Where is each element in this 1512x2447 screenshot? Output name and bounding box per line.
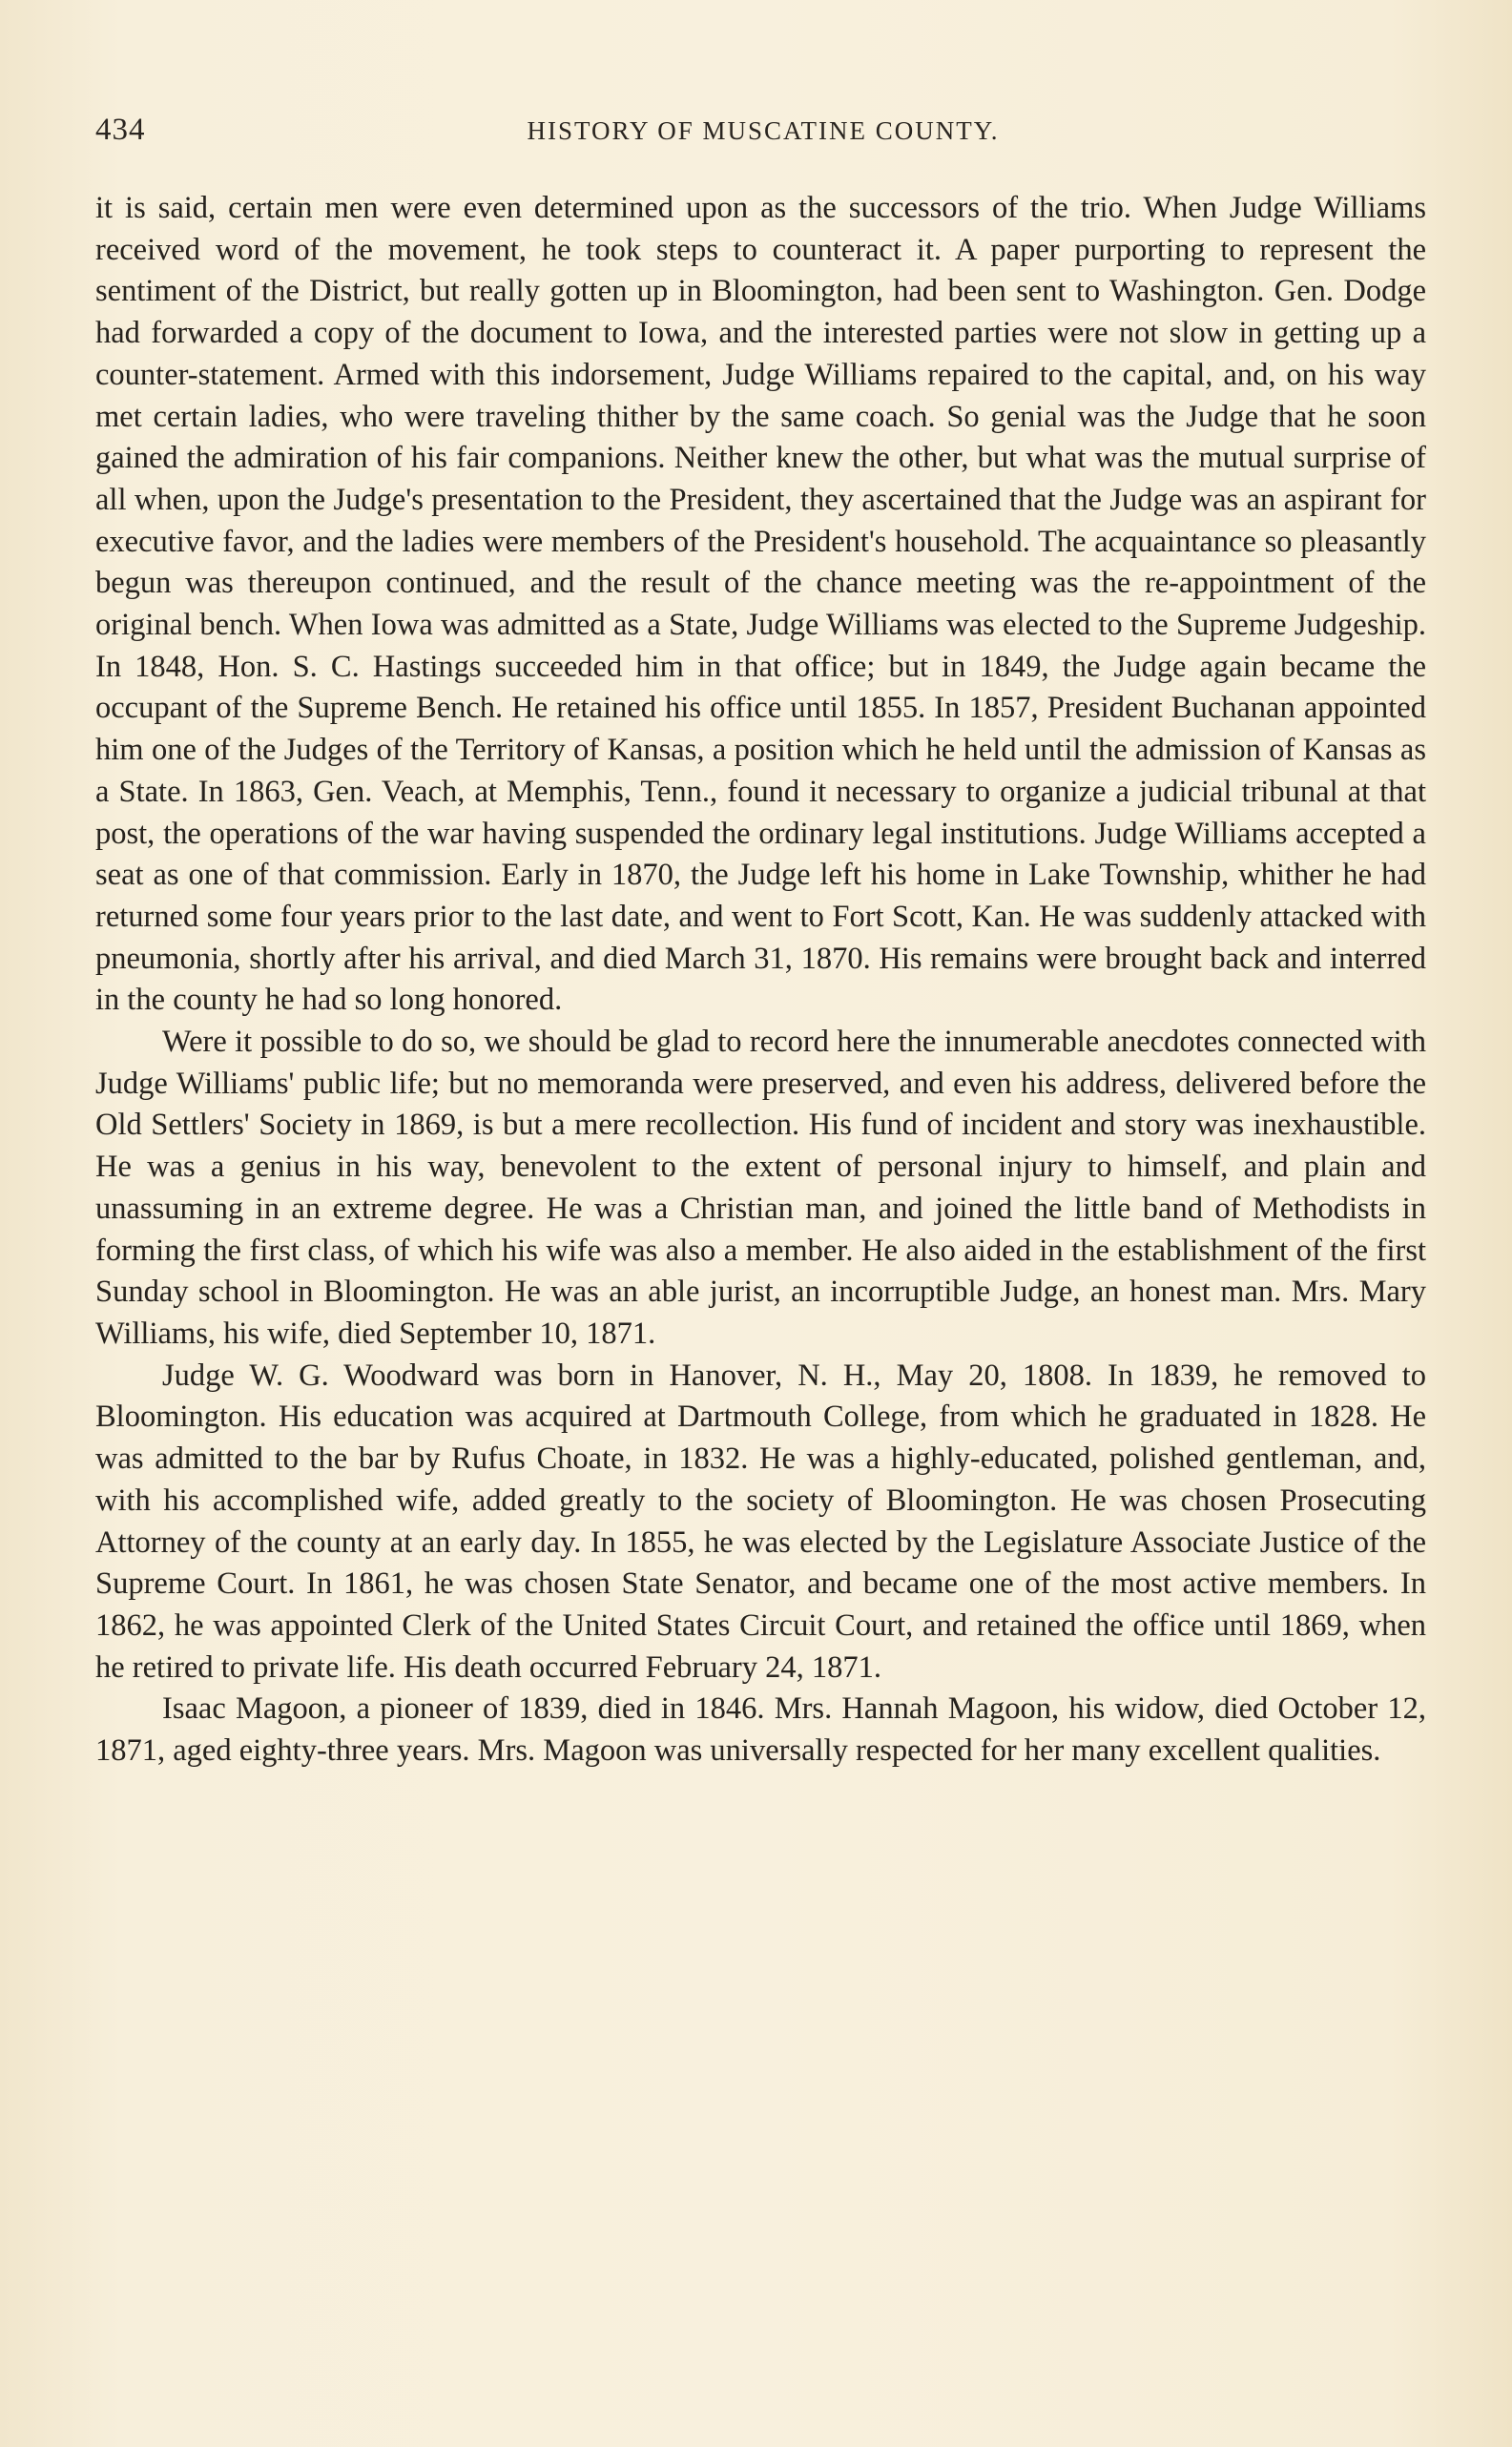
body-text — [95, 188, 1426, 1773]
paragraph-magoon: Isaac Magoon, a pioneer of 1839, died in 1846. Mrs. Hannah Magoon, his widow, died October 12, 1871, aged eighty-three years. Mrs. Magoon was universally respected for her many excellent qualities. — [95, 1691, 1426, 1769]
page-header — [95, 113, 1431, 160]
paragraph-woodward: Judge W. G. Woodward was born in Hanover, N. H., May 20, 1808. In 1839, he removed to Bloomington. His education was acquired at Dartmouth College, from which he graduated in 1828. He was admitted to the bar by Rufus Choate, in 1832. He was a highly-educated, polished gentleman, and, with his accomplished wife, added greatly to the society of Bloomington. He was chosen Prosecuting Attorney of the county at an early day. In 1855, he was elected by the Legislature Associate Justice of the Supreme Court. In 1861, he was chosen State Senator, and became one of the most active members. In 1862, he was appointed Clerk of the United States Circuit Court, and retained the office until 1869, when he retired to private life. His death occurred February 24, 1871. — [95, 1358, 1426, 1685]
paragraph-anecdotes: Were it possible to do so, we should be glad to record here the innumerable anecdotes connected with Judge Williams' public life; but no memoranda were preserved, and even his address, delivered before the Old Settlers' Society in 1869, is but a mere recollection. His fund of incident and story was inexhaustible. He was a genius in his way, benevolent to the extent of personal injury to himself, and plain and unassuming in an extreme degree. He was a Christian man, and joined the little band of Methodists in forming the first class, of which his wife was also a member. He also aided in the establishment of the first Sunday school in Bloomington. He was an able jurist, an incorruptible Judge, an honest man. Mrs. Mary Williams, his wife, died September 10, 1871. — [95, 1025, 1426, 1351]
page-number: 434 — [95, 113, 146, 147]
paragraph-continued: it is said, certain men were even determined upon as the successors of the trio. When Judge Williams received word of the movement, he took steps to counteract it. A paper purporting to represent the sentiment of the District, but really gotten up in Bloomington, had been sent to Washington. Gen. Dodge had forwarded a copy of the document to Iowa, and the interested parties were not slow in getting up a counter-statement. Armed with this indorsement, Judge Williams repaired to the capital, and, on his way met certain ladies, who were traveling thither by the same coach. So genial was the Judge that he soon gained the admiration of his fair companions. Neither knew the other, but what was the mutual surprise of all when, upon the Judge's presentation to the President, they ascertained that the Judge was an aspirant for executive favor, and the ladies were members of the President's household. The acquaintance so pleasantly begun was thereupon continued, and the result of the chance meeting was the re-appointment of the original bench. When Iowa was admitted as a State, Judge Williams was elected to the Supreme Judgeship. In 1848, Hon. S. C. Hastings succeeded him in that office; but in 1849, the Judge again became the occupant of the Supreme Bench. He retained his office until 1855. In 1857, President Buchanan appointed him one of the Judges of the Territory of Kansas, a position which he held until the admission of Kansas as a State. In 1863, Gen. Veach, at Memphis, Tenn., found it necessary to organize a judicial tribunal at that post, the operations of the war having suspended the ordinary legal institutions. Judge Williams accepted a seat as one of that commission. Early in 1870, the Judge left his home in Lake Township, whither he had returned some four years prior to the last date, and went to Fort Scott, Kan. He was suddenly attacked with pneumonia, shortly after his arrival, and died March 31, 1870. His remains were brought back and interred in the county he had so long honored. — [95, 191, 1426, 1018]
running-title: HISTORY OF MUSCATINE COUNTY. — [527, 116, 1000, 145]
